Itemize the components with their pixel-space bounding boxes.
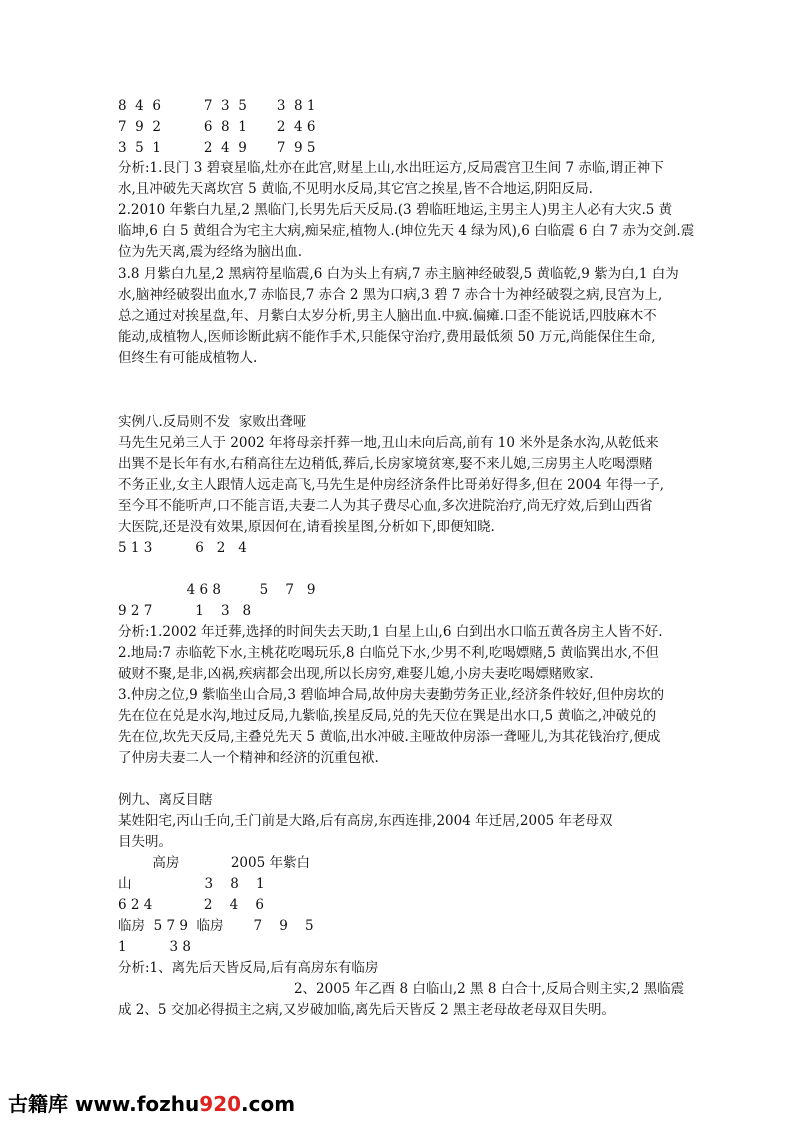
- case8-analysis-line: 先在位在兑是水沟,地过反局,九紫临,挨星反局,兑的先天位在巽是出水口,5 黄临之,冲破兑的: [118, 708, 657, 724]
- case8-line: 出巽不是长年有水,右稍高往左边稍低,葬后,长房家境贫寒,娶不来儿媳,三房男主人吃喝漂赌: [118, 456, 653, 472]
- case9-grid-row: 高房 2005 年紫白: [118, 855, 310, 871]
- footer-url-prefix: www.fozhu: [74, 1092, 200, 1116]
- case8-grid-row: 9 2 7 1 3 8: [118, 603, 252, 619]
- case8-analysis-line: 先在位,坎先天反局,主叠兑先天 5 黄临,出水冲破.主哑故仲房添一聋哑儿,为其花钱治疗,便成: [118, 729, 661, 745]
- case8-analysis-line: 3.仲房之位,9 紫临坐山合局,3 碧临坤合局,故仲房夫妻勤劳务正业,经济条件较好,但仲房坎的: [118, 687, 665, 703]
- analysis1-line: 但终生有可能成植物人.: [118, 350, 258, 366]
- footer-watermark: [8, 1088, 295, 1117]
- case8-analysis-line: 2.地局:7 赤临乾下水,主桃花吃喝玩乐,8 白临兑下水,少男不利,吃喝嫖赌,5 黄临巽出水,不但: [118, 645, 659, 661]
- case8-analysis-line: 破财不聚,是非,凶祸,疾病都会出现,所以长房穷,难娶儿媳,小房夫妻吃喝嫖赌败家.: [118, 666, 594, 682]
- grid1-row1: 8 4 6 7 3 5 3 8 1: [118, 98, 316, 114]
- case9-title: 例九、离反目瞎: [118, 792, 213, 808]
- case9-line: 目失明。: [118, 834, 172, 850]
- analysis1-line: 水,脑神经破裂出血水,7 赤临艮,7 赤合 2 黑为口病,3 碧 7 赤合十为神经破裂之病,艮宫为上,: [118, 287, 663, 303]
- case9-grid-row: 临房 5 7 9 临房 7 9 5: [118, 918, 314, 934]
- case9-line: 某姓阳宅,丙山壬向,壬门前是大路,后有高房,东西连排,2004 年迁居,2005 年老母双: [118, 813, 613, 829]
- case8-line: 马先生兄弟三人于 2002 年将母亲扦葬一地,丑山未向后高,前有 10 米外是条水沟,从乾低来: [118, 435, 659, 451]
- case9-grid-row: 山 3 8 1: [118, 876, 265, 892]
- analysis1-line: 分析:1.艮门 3 碧衰星临,灶亦在此宫,财星上山,水出旺运方,反局震宫卫生间 7 赤临,谓正神下: [118, 160, 664, 176]
- case8-analysis-line: 分析:1.2002 年迁葬,选择的时间失去天助,1 白星上山,6 白到出水口临五黄各房主人皆不好.: [118, 624, 663, 640]
- analysis1-line: 能动,成植物人,医师诊断此病不能作手术,只能保守治疗,费用最低须 50 万元,尚能保住生命,: [118, 329, 656, 345]
- analysis1-line: 3.8 月紫白九星,2 黑病符星临震,6 白为头上有病,7 赤主脑神经破裂,5 黄临乾,9 紫为白,1 白为: [118, 266, 679, 282]
- case9-grid-row: 6 2 4 2 4 6: [118, 897, 264, 913]
- case8-title: 实例八.反局则不发 家败出聋哑: [118, 414, 307, 430]
- case9-grid-row: 1 3 8: [118, 939, 191, 955]
- grid1-row2: 7 9 2 6 8 1 2 4 6: [118, 119, 316, 135]
- case9-analysis-line: 成 2、5 交加必得损主之病,又岁破加临,离先后天皆反 2 黑主老母故老母双目失明。: [118, 1002, 616, 1018]
- analysis1-line: 位为先天离,震为经络为脑出血.: [118, 244, 303, 260]
- case8-line: 大医院,还是没有效果,原因何在,请看挨星图,分析如下,即便知晓.: [118, 519, 495, 535]
- grid1-row3: 3 5 1 2 4 9 7 9 5: [118, 140, 316, 156]
- analysis1-line: 水,且冲破先天离坎宫 5 黄临,不见明水反局,其它宫之挨星,皆不合地运,阴阳反局.: [118, 181, 593, 197]
- case8-line: 不务正业,女主人跟情人远走高飞,马先生是仲房经济条件比哥弟好得多,但在 2004 年得一子,: [118, 477, 665, 493]
- analysis1-line: 临坤,6 白 5 黄组合为宅主大病,痴呆症,植物人.(坤位先天 4 绿为风),6 白临震 6 白 7 赤为交剑.震: [118, 223, 695, 239]
- case8-grid-row: 4 6 8 5 7 9: [118, 582, 316, 598]
- analysis1-line: 2.2010 年紫白九星,2 黑临门,长男先后天反局.(3 碧临旺地运,主男主人)男主人必有大灾.5 黄: [118, 202, 673, 218]
- analysis1-line: 总之通过对挨星盘,年、月紫白太岁分析,男主人脑出血.中疯.偏瘫.口歪不能说话,四肢麻木不: [118, 308, 657, 324]
- case8-line: 至今耳不能听声,口不能言语,夫妻二人为其子费尽心血,多次进院治疗,尚无疗效,后到山西省: [118, 498, 653, 514]
- case8-grid-row: 5 1 3 6 2 4: [118, 540, 247, 556]
- case9-analysis-line: 2、2005 年乙酉 8 白临山,2 黑 8 白合十,反局合则主实,2 黑临震: [118, 981, 685, 997]
- case8-analysis-line: 了仲房夫妻二人一个精神和经济的沉重包袱.: [118, 750, 379, 766]
- footer-url-number: 920: [199, 1092, 242, 1116]
- case9-analysis-line: 分析:1、离先后天皆反局,后有高房东有临房: [118, 960, 379, 976]
- footer-site-name: 古籍库: [8, 1092, 75, 1116]
- footer-url-suffix: .com: [241, 1092, 296, 1116]
